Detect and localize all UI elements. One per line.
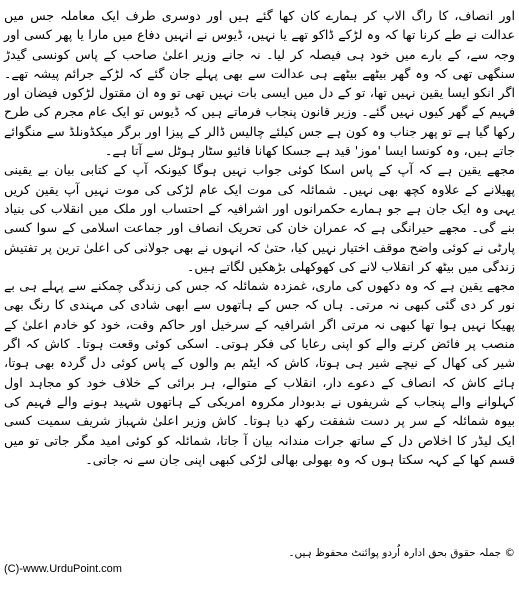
- article-paragraph-3: مجھے یقین ہے کہ وہ دکھوں کی ماری، غمزدہ شمائلہ کہ جس کی زندگی چمکنے سے پہلے ہی بے نور کر دی گئی کبھی نہ مرتی۔ ہاں کہ جس کے ہاتھوں سے ابھی شادی کی مہندی کا رنگ بھی پھیکا نہیں ہوا تھا کبھی نہ مرتی اگر اشرافیہ کے سرخیل اور حاکم وقت، خود کو خادم اعلیٰ کے منصب پر فائض کرنے والے کو اپنی رعایا کی فکر ہوتی۔ اسکی کوئی وقعت ہوتا۔ کاش کہ اگر شیر کی کھال کے نیچے شیر ہی ہوتا، کاش کہ ایٹم بم والوں کے پاس کوئی دل گردہ بھی ہوتا، ہائے کاش کہ انصاف کے دعوے دار، انقلاب کے متوالے، ہر برائی کے خلاف خود کو مجاہد اول کہلوانے والے پنجاب کے شریفوں نے بدبودار مکروہ امریکی کے ہاتھوں شہید ہونے والے فہیم کی بیوہ شمائلہ کے سر پر دست شفقت رکھ دیا ہوتا۔ کاش وزیر اعلیٰ شہباز شریف سمیت کسی ایک لیڈر کا اخلاص دل کے ساتھ جرات مندانہ بیان آ جاتا، شمائلہ کو کوئی امید مگر جاتی تو میں قسم کھا کے کہہ سکتا ہوں کہ وہ بھولی بھالی لڑکی کبھی اپنی جان سے نہ جاتی۔: [4, 278, 515, 467]
- article-paragraph-1: اور انصاف، کا راگ الاپ کر ہمارے کان کھا گئے ہیں اور دوسری طرف ایک معاملہ جس میں عدالت نے طے کرنا تھا کہ وہ لڑکے ڈاکو تھے یا نہیں، ڈیوس نے انہیں دفاع میں مارا یا پھر کسی اور وجہ سے، کے بارے میں خود ہی فیصلہ کر لیا۔ نہ جانے وزیر اعلیٰ صاحب کے پاس کونسی گیدڑ سنگھی تھی کہ وہ گھر بیٹھے بیٹھے ہی عدالت سے بھی پہلے جان گئے کہ لڑکے جرائم پیشہ تھے۔ اگر انکو ایسا یقین نہیں تھا، تو کے دل میں ایسی بات نہیں تھی تو وہ ان مقتول لڑکوں فیضان اور فہیم کے گھر کیوں نہیں گئے۔ وزیر قانون پنجاب فرماتے ہیں کہ ڈیوس تو ایک عام مجرم کی طرح رکھا گیا ہے تو پھر جناب وہ کون ہے جس کیلئے چالیس ڈالر کے پیزا اور برگر میکڈونلڈ سے منگوائے جاتے ہیں، وہ کونسا ایسا 'موز' قید ہے جسکا کھانا فائیو سٹار ہوٹل سے آتا ہے۔: [4, 8, 515, 159]
- article-paragraph-2: مجھے یقین ہے کہ آپ کے پاس اسکا کوئی جواب نہیں ہوگا کیونکہ آپ کے کتابی بیان بے یقینی پھیلانے کے علاوہ کچھ بھی نہیں۔ شمائلہ کی موت ایک عام لڑکی کی موت نہیں آپ یقین کریں یہی وہ ایک جان ہے جو ہمارے حکمرانوں اور اشرافیہ کے احتساب اور ملک میں انقلاب کی بنیاد بنے گی۔ مجھے حیرانگی ہے کہ عمران خان کی تحریک انصاف اور جماعت اسلامی کے سوا کسی پارٹی نے کوئی واضح موقف اختیار نہیں کیا، حتیٰ کہ انہوں نے بھی جولانی کی اعلیٰ ترین پر تفتیش زندگی میں بیٹھ کر انقلاب لانے کی کھوکھلی بڑھکیں لگاتے ہیں۔: [4, 162, 515, 274]
- copyright-notice: © جملہ حقوق بحق ادارہ اُردو پوائنٹ محفوظ ہیں۔: [288, 547, 515, 559]
- source-link[interactable]: (C)-www.UrduPoint.com: [4, 563, 122, 575]
- article-body: [4, 6, 515, 469]
- page-footer: [4, 545, 515, 585]
